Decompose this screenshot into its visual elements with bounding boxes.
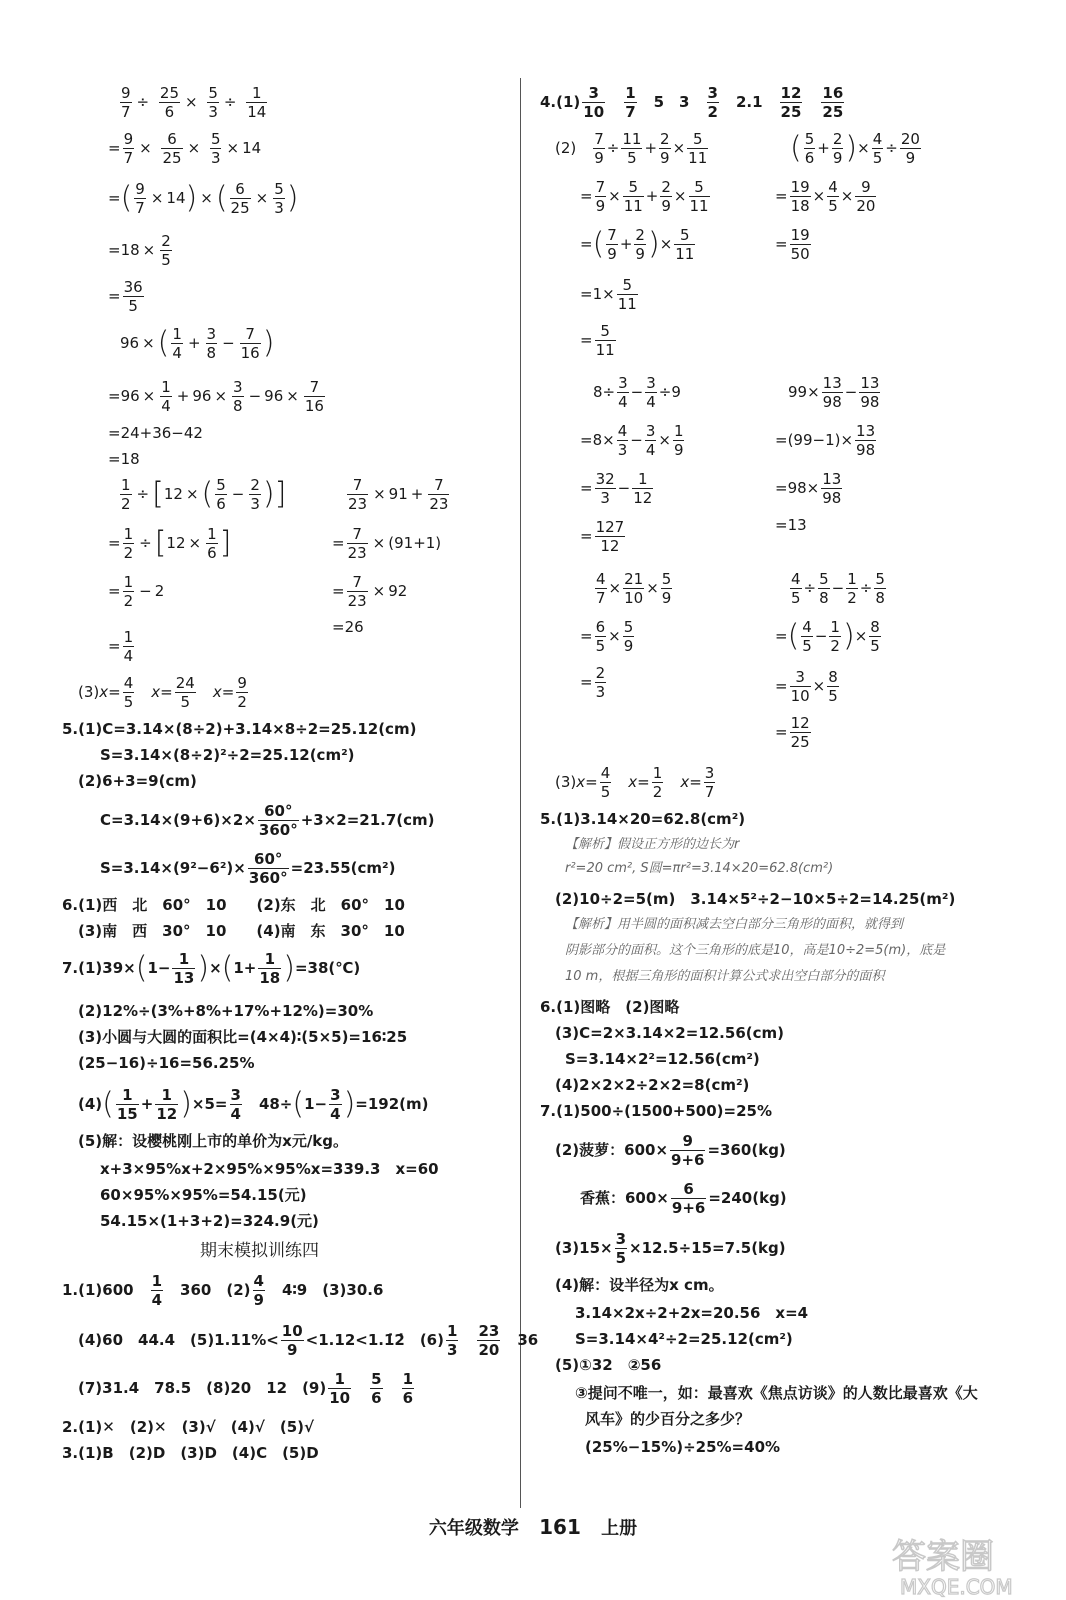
watermark-text: 答案圈: [892, 1537, 994, 1577]
calc-line: = $\frac{2}{3}$: [580, 664, 606, 701]
calc-line: ( $\frac{5}{6}$ + $\frac{2}{9}$ )× $\frac{4}{5}$ ÷ $\frac{20}{9}$: [790, 130, 920, 167]
calc-line: =98× $\frac{13}{98}$: [775, 470, 842, 507]
page-number: 161: [539, 1515, 581, 1539]
calc-line: =(99−1)× $\frac{13}{98}$: [775, 422, 876, 459]
calc-line: = $\frac{5}{11}$: [580, 322, 615, 359]
answer-r6-3: (3)C=2×3.14×2=12.56(cm): [555, 1024, 784, 1042]
answer-r7-4c: S=3.14×4²÷2=25.12(cm²): [575, 1330, 793, 1348]
calc-line: C=3.14×(9+6)×2× $\frac{60^\circ}{360^\circ}$ +3×2=21.7(cm): [100, 802, 435, 839]
calc-line: (3)x= $\frac{4}{5}$ x= $\frac{24}{5}$ x= $\frac{9}{2}$: [78, 674, 247, 711]
calc-line: = $\frac{9}{7}$ × $\frac{6}{25}$ × $\frac{5}{3}$ × 14: [108, 130, 262, 167]
calc-line: 99× $\frac{13}{98}$ − $\frac{13}{98}$: [788, 374, 880, 411]
analysis-note: 阴影部分的面积。这个三角形的底是10，高是10÷2=5(m)，底是: [565, 943, 946, 958]
answer-r5-2: (2)10÷2=5(m) 3.14×5²÷2−10×5÷2=14.25(m²): [555, 890, 956, 908]
calc-line: $\frac{9}{7}$ ÷ $\frac{25}{6}$ × $\frac{5}{3}$ ÷ $\frac{1}{14}$: [121, 84, 267, 121]
calc-line: =( $\frac{9}{7}$ × 14) × ( $\frac{6}{25}$ × $\frac{5}{3}$ ): [108, 180, 299, 217]
answer-r7-5c: ③提问不唯一，如：最喜欢《焦点访谈》的人数比最喜欢《大: [575, 1384, 978, 1402]
calc-line: =18: [108, 450, 140, 468]
answer-5-1-area: S=3.14×(8÷2)²÷2=25.12(cm²): [100, 746, 355, 764]
answer-r6-3b: S=3.14×2²=12.56(cm²): [565, 1050, 760, 1068]
calc-line: = $\frac{12}{25}$: [775, 714, 810, 751]
calc-line: = $\frac{127}{12}$: [580, 518, 625, 555]
answer-r7-5c3: (25%−15%)÷25%=40%: [585, 1438, 781, 1456]
calc-line: 8÷ $\frac{3}{4}$ − $\frac{3}{4}$ ÷9: [593, 374, 681, 411]
calc-line: = $\frac{19}{50}$: [775, 226, 810, 263]
calc-line: $\frac{1}{2}$ ÷ [12 × ( $\frac{5}{6}$ − $\frac{2}{3}$ )]: [121, 476, 287, 513]
answer-r6-1: 6.(1)图略 (2)图略: [540, 998, 680, 1016]
watermark-url: MXQE.COM: [900, 1575, 1013, 1598]
calc-line: = $\frac{7}{23}$ × (91+1): [332, 525, 442, 562]
calc-line: = $\frac{32}{3}$ − $\frac{1}{12}$: [580, 470, 653, 507]
calc-line: =( $\frac{7}{9}$ + $\frac{2}{9}$ )× $\frac{5}{11}$: [580, 226, 695, 263]
calc-line: (2)菠萝：600× $\frac{9}{9+6}$ =360(kg): [555, 1132, 786, 1169]
answer-r7-1: 7.(1)500÷(1500+500)=25%: [540, 1102, 772, 1120]
watermark-logo: [882, 1528, 1062, 1598]
calc-line: (3)15× $\frac{3}{5}$ ×12.5÷15=7.5(kg): [555, 1230, 786, 1267]
answer-7-5d: 54.15×(1+3+2)=324.9(元): [100, 1212, 319, 1230]
calc-line: 香蕉：600× $\frac{6}{9+6}$ =240(kg): [580, 1180, 787, 1217]
answer-7-5b: x+3×95%x+2×95%×95%x=339.3 x=60: [100, 1160, 439, 1178]
answer-7-3: (3)小圆与大圆的面积比=(4×4)∶(5×5)=16∶25: [78, 1028, 408, 1046]
answer-6-a: 6.(1)西 北 60° 10 (2)东 北 60° 10: [62, 896, 405, 914]
answer-5-1: 5.(1)C=3.14×(8÷2)+3.14×8÷2=25.12(cm): [62, 720, 417, 738]
calc-line: = $\frac{7}{9}$ × $\frac{5}{11}$ + $\frac{2}{9}$ × $\frac{5}{11}$: [580, 178, 709, 215]
answer-1-7-label: (7)31.4 78.5 (8)20 12 (9): [78, 1379, 327, 1397]
calc-line: =( $\frac{4}{5}$ − $\frac{1}{2}$ )× $\frac{8}{5}$: [775, 618, 880, 655]
calc-line: 7.(1)39×(1− $\frac{1}{13}$ )×(1+ $\frac{1}{18}$ )=38(℃): [62, 950, 361, 987]
calc-line: =26: [332, 618, 364, 636]
answer-3: 3.(1)B (2)D (3)D (4)C (5)D: [62, 1444, 319, 1462]
calc-line: = $\frac{3}{10}$ × $\frac{8}{5}$: [775, 668, 838, 705]
answer-7-5c: 60×95%×95%=54.15(元): [100, 1186, 307, 1204]
answer-r7-4: (4)解：设半径为x cm。: [555, 1276, 724, 1294]
calc-line: 1.(1)600 $\frac{1}{4}$ 360 (2) $\frac{4}{9}$ 4∶9 (3)30.6: [62, 1272, 384, 1309]
calc-line: = $\frac{1}{4}$: [108, 628, 134, 665]
analysis-note: r²=20 cm², S圆=πr²=3.14×20=62.8(cm²): [565, 861, 834, 876]
grade-label: 六年级数学: [428, 1518, 519, 1539]
answer-7-2: (2)12%÷(3%+8%+17%+12%)=30%: [78, 1002, 374, 1020]
answer-r6-4: (4)2×2×2÷2×2=8(cm²): [555, 1076, 750, 1094]
answer-7-5: (5)解：设樱桃刚上市的单价为x元/kg。: [78, 1132, 349, 1150]
calc-line: =96 × $\frac{1}{4}$ + 96 × $\frac{3}{8}$ − 96 × $\frac{7}{16}$: [108, 378, 324, 415]
calc-line: =24+36−42: [108, 424, 203, 442]
answer-6-b: (3)南 西 30° 10 (4)南 东 30° 10: [78, 922, 405, 940]
calc-line: =1× $\frac{5}{11}$: [580, 276, 637, 313]
calc-line: S=3.14×(9²−6²)× $\frac{60^\circ}{360^\circ}$ =23.55(cm²): [100, 850, 396, 887]
calc-line: =18 × $\frac{2}{5}$: [108, 232, 171, 269]
answer-2: 2.(1)✕ (2)✕ (3)√ (4)√ (5)√: [62, 1418, 315, 1436]
calc-line: $\frac{7}{23}$ × 91 + $\frac{7}{23}$: [348, 476, 449, 513]
calc-line: =13: [775, 516, 807, 534]
answer-r7-5: (5)①32 ②56: [555, 1356, 662, 1374]
calc-line: = $\frac{1}{2}$ ÷ [12 × $\frac{1}{6}$ ]: [108, 525, 232, 562]
analysis-note: 【解析】用半圆的面积减去空白部分三角形的面积，就得到: [565, 917, 904, 932]
calc-line: = $\frac{36}{5}$: [108, 278, 143, 315]
answer-r5-1: 5.(1)3.14×20=62.8(cm²): [540, 810, 746, 828]
answer-7-3b: (25−16)÷16=56.25%: [78, 1054, 255, 1072]
answer-r7-4b: 3.14×2x÷2+2x=20.56 x=4: [575, 1304, 809, 1322]
answer-r7-5c2: 风车》的少百分之多少？: [585, 1410, 751, 1428]
answer-5-2: (2)6+3=9(cm): [78, 772, 197, 790]
answer-r7-3-label: (3)15×: [555, 1239, 613, 1257]
calc-line: (7)31.4 78.5 (8)20 12 (9) $\frac{1}{10}$ $\frac{5}{6}$ $\frac{1}{6}$: [78, 1370, 413, 1407]
answer-r7-3-rest: ×12.5÷15=7.5(kg): [629, 1239, 786, 1257]
calc-line: =8× $\frac{4}{3}$ − $\frac{3}{4}$ × $\frac{1}{9}$: [580, 422, 684, 459]
calc-line: $\frac{4}{7}$ × $\frac{21}{10}$ × $\frac{5}{9}$: [596, 570, 672, 607]
analysis-note: 【解析】假设正方形的边长为r: [565, 837, 740, 852]
calc-line: $\frac{4}{5}$ ÷ $\frac{5}{8}$ − $\frac{1}{2}$ ÷ $\frac{5}{8}$: [791, 570, 885, 607]
calc-line: = $\frac{6}{5}$ × $\frac{5}{9}$: [580, 618, 634, 655]
calc-line: 96 × ( $\frac{1}{4}$ + $\frac{3}{8}$ − $\frac{7}{16}$ ): [120, 325, 275, 362]
calc-line: = $\frac{19}{18}$ × $\frac{4}{5}$ × $\frac{9}{20}$: [775, 178, 876, 215]
calc-line: (4)60 44.4 (5)1.11%< $\frac{10}{9}$ <1.12<1.1̇2̇ (6) $\frac{1}{3}$ $\frac{23}{20}$ 36: [78, 1322, 539, 1359]
calc-line: = $\frac{7}{23}$ × 92: [332, 573, 408, 610]
calc-line: (2) $\frac{7}{9}$ ÷ $\frac{11}{5}$ + $\frac{2}{9}$ × $\frac{5}{11}$: [555, 130, 708, 167]
calc-line: 4.(1) $\frac{3}{10}$ $\frac{1}{7}$ 5 3 $\frac{3}{2}$ 2.1 $\frac{12}{25}$ $\frac{16}{25}$: [540, 84, 844, 121]
calc-line: (4)( $\frac{1}{15}$ + $\frac{1}{12}$ )×5= $\frac{3}{4}$ 48÷(1− $\frac{3}{4}$ )=192(m): [78, 1086, 429, 1123]
volume-label: 上册: [601, 1518, 638, 1539]
calc-line: (3)x= $\frac{4}{5}$ x= $\frac{1}{2}$ x= $\frac{3}{7}$: [555, 764, 715, 801]
calc-line: = $\frac{1}{2}$ − 2: [108, 573, 165, 610]
section-title: 期末模拟训练四: [200, 1241, 319, 1261]
analysis-note: 10 m，根据三角形的面积计算公式求出空白部分的面积: [565, 969, 885, 984]
column-divider: [520, 78, 521, 1508]
